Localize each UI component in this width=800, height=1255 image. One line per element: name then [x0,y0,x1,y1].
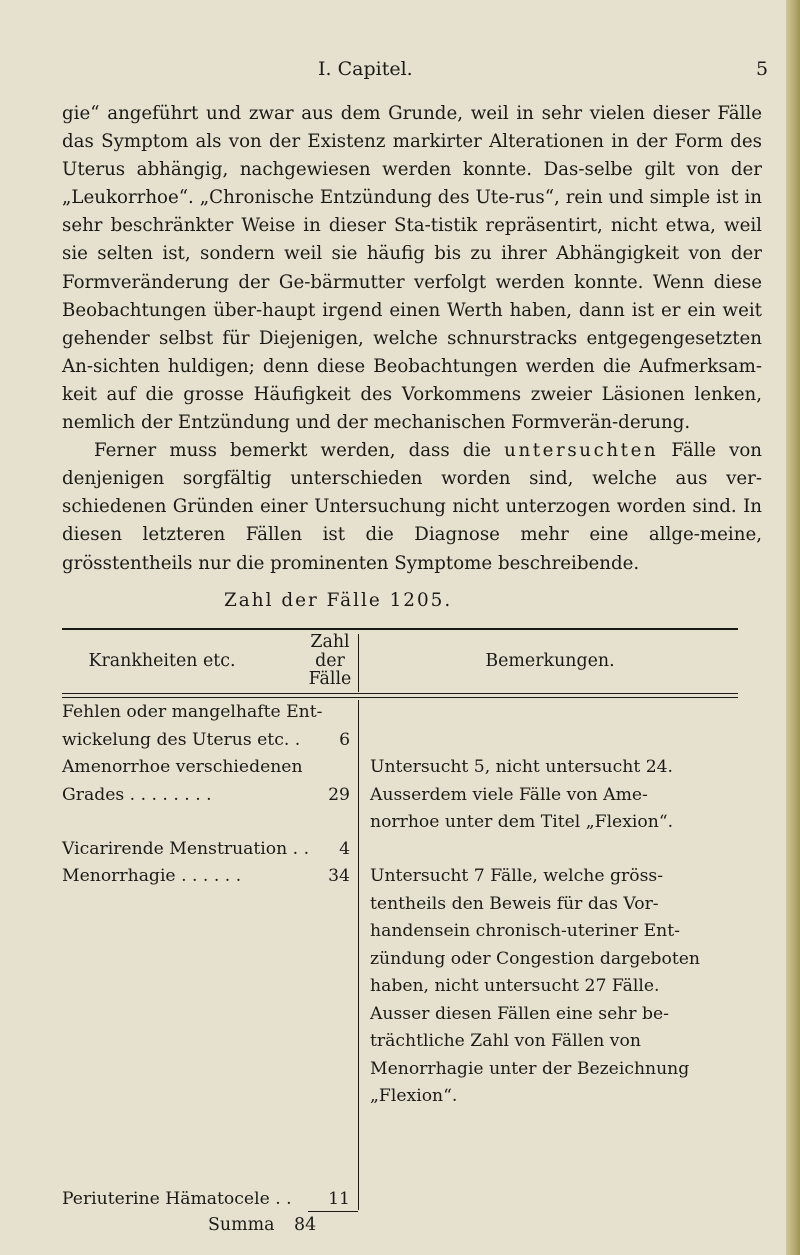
paragraph-2-start: Ferner muss bemerkt werden, dass die [94,440,492,462]
remark-line: Ausser diesen Fällen eine sehr be- [370,1003,669,1024]
chapter-heading: I. Capitel. [318,58,413,80]
disease-name: Amenorrhoe verschiedenen [62,757,303,777]
remark-line: tentheils den Beweis für das Vor- [370,893,659,914]
remark-line: Ausserdem viele Fälle von Ame- [370,784,648,805]
table-header-rule [62,693,738,694]
paragraph-2 [62,437,762,577]
remark-line: haben, nicht untersucht 27 Fälle. [370,976,660,996]
table-row [62,754,350,809]
column-header-diseases: Krankheiten etc. [88,651,236,671]
disease-name: Periuterine Hämatocele . . [62,1189,292,1209]
column-header-count-line: Fälle [308,669,352,689]
case-count: 4 [339,839,350,859]
body-text [62,100,762,578]
summa-row [208,1215,316,1235]
page-number: 5 [756,58,769,80]
case-count: 29 [328,784,350,805]
remark-line: „Flexion“. [370,1086,458,1106]
remark-line: Untersucht 5, nicht untersucht 24. [370,757,674,777]
paragraph-1: gie“ angeführt und zwar aus dem Grunde, weil in sehr vielen dieser Fälle das Symptom als von der Existenz markirter Alterationen in der Form des Uterus abhängig, nachgewiesen werden konnte. Das-selbe gilt von der „Leukorrhoe“. „Chronische Entzündung des Ute-rus“, rein und simple ist in sehr beschränkter Weise in dieser Sta-tistik repräsentirt, nicht etwa, weil sie selten ist, sondern weil sie häufig bis zu ihrer Abhängigkeit von der Formveränderung der Ge-bärmutter verfolgt werden konnte. Wenn diese Beobachtungen über-haupt irgend einen Werth haben, dann ist er ein weit gehender selbst für Diejenigen, welche schnurstracks entgegengesetzten An-sichten huldigen; denn diese Beobachtungen werden die Aufmerksam-keit auf die grosse Häufigkeit des Vorkommens zweier Läsionen lenken, nemlich der Entzündung und der mechanischen Formverän-derung. [62,103,762,434]
table-top-rule [62,628,738,630]
case-count: 6 [339,729,350,750]
table-divider-body [358,700,359,1210]
disease-name: Fehlen oder mangelhafte Ent- [62,702,323,722]
remark-line: trächtliche Zahl von Fällen von [370,1031,641,1051]
summa-value: 84 [294,1215,317,1235]
disease-name: Grades . . . . . . . . [62,784,212,805]
remark-line: Untersucht 7 Fälle, welche gröss- [370,866,664,886]
remark-line: Menorrhagie unter der Bezeichnung [370,1058,690,1079]
remark-line: norrhoe unter dem Titel „Flexion“. [370,812,674,832]
column-header-count-line: der [315,650,345,671]
table-row [62,836,350,864]
remark [370,863,740,1111]
page-edge [786,0,800,1255]
column-header-remarks: Bemerkungen. [485,651,615,671]
disease-name: Vicarirende Menstruation . . [62,839,310,859]
disease-name: Menorrhagie . . . . . . [62,866,242,886]
remark-line: handensein chronisch-uteriner Ent- [370,921,680,941]
remark-line: zündung oder Congestion dargeboten [370,948,700,969]
table-row [62,699,350,754]
table-header-rule-2 [62,697,738,698]
case-count: 11 [328,1189,350,1209]
column-header-count-line: Zahl [310,632,350,652]
running-header [0,58,800,88]
case-count: 34 [328,866,350,886]
disease-name: wickelung des Uterus etc. . [62,729,301,750]
table-title: Zahl der Fälle 1205. [224,590,453,611]
column-header-count [300,633,360,689]
paragraph-2-end: Fälle von denjenigen sorgfältig unterschieden worden sind, welche aus ver-schiedenen Gründen einer Untersuchung nicht unterzogen worden sind. In diesen letzteren Fällen ist die Diagnose mehr eine allge-meine, grösstentheils nur die prominenten Symptome beschreibende. [62,440,763,574]
table-row [62,1186,350,1214]
remark [370,754,740,837]
summa-label: Summa [208,1215,275,1235]
spaced-emphasis: untersuchten [504,440,659,462]
table-row [62,863,350,891]
